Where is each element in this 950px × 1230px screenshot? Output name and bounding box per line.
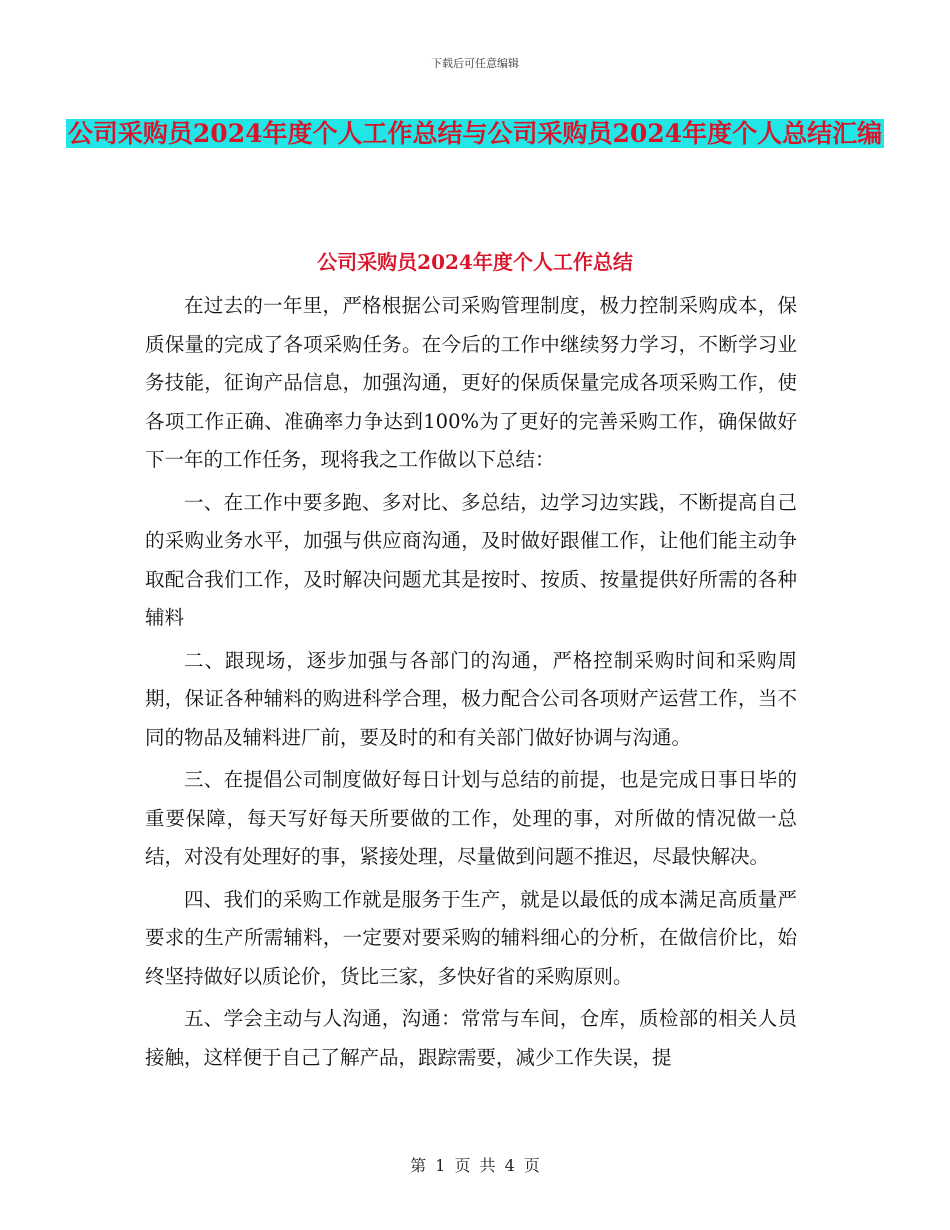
paragraph-point-4: 四、我们的采购工作就是服务于生产，就是以最低的成本满足高质量严要求的生产所需辅料，一定要对要采购的辅料细心的分析，在做信价比，始终坚持做好以质论价，货比三家，多快好省的采购原则。: [145, 887, 797, 988]
section-title: 公司采购员2024年度个人工作总结: [317, 250, 633, 274]
page-footer: 第 1 页 共 4 页: [410, 1156, 540, 1175]
paragraph-point-3: 三、在提倡公司制度做好每日计划与总结的前提，也是完成日事日毕的重要保障，每天写好每天所要做的工作，处理的事，对所做的情况做一总结，对没有处理好的事，紧接处理，尽量做到问题不推迟，尽最快解决。: [145, 768, 797, 868]
paragraph-point-1: 一、在工作中要多跑、多对比、多总结，边学习边实践，不断提高自己的采购业务水平，加强与供应商沟通，及时做好跟催工作，让他们能主动争取配合我们工作，及时解决问题尤其是按时、按质、按量提供好所需的各种辅料: [145, 490, 797, 629]
document-title-text: 公司采购员2024年度个人工作总结与公司采购员2024年度个人总结汇编: [67, 119, 883, 148]
document-title: [0, 112, 950, 155]
paragraph-point-2: 二、跟现场，逐步加强与各部门的沟通，严格控制采购时间和采购周期，保证各种辅料的购进科学合理，极力配合公司各项财产运营工作，当不同的物品及辅料进厂前，要及时的和有关部门做好协调与沟通。: [145, 648, 797, 749]
document-body: [145, 287, 797, 1081]
paragraph-intro: 在过去的一年里，严格根据公司采购管理制度，极力控制采购成本，保质保量的完成了各项采购任务。在今后的工作中继续努力学习，不断学习业务技能，征询产品信息，加强沟通，更好的保质保量完成各项采购工作，使各项工作正确、准确率力争达到100%为了更好的完善采购工作，确保做好下一年的工作任务，现将我之工作做以下总结：: [145, 294, 797, 471]
header-note: 下载后可任意编辑: [431, 57, 519, 70]
paragraph-point-5: 五、学会主动与人沟通，沟通：常常与车间，仓库，质检部的相关人员接触，这样便于自己了解产品，跟踪需要，减少工作失误，提: [145, 1007, 797, 1069]
